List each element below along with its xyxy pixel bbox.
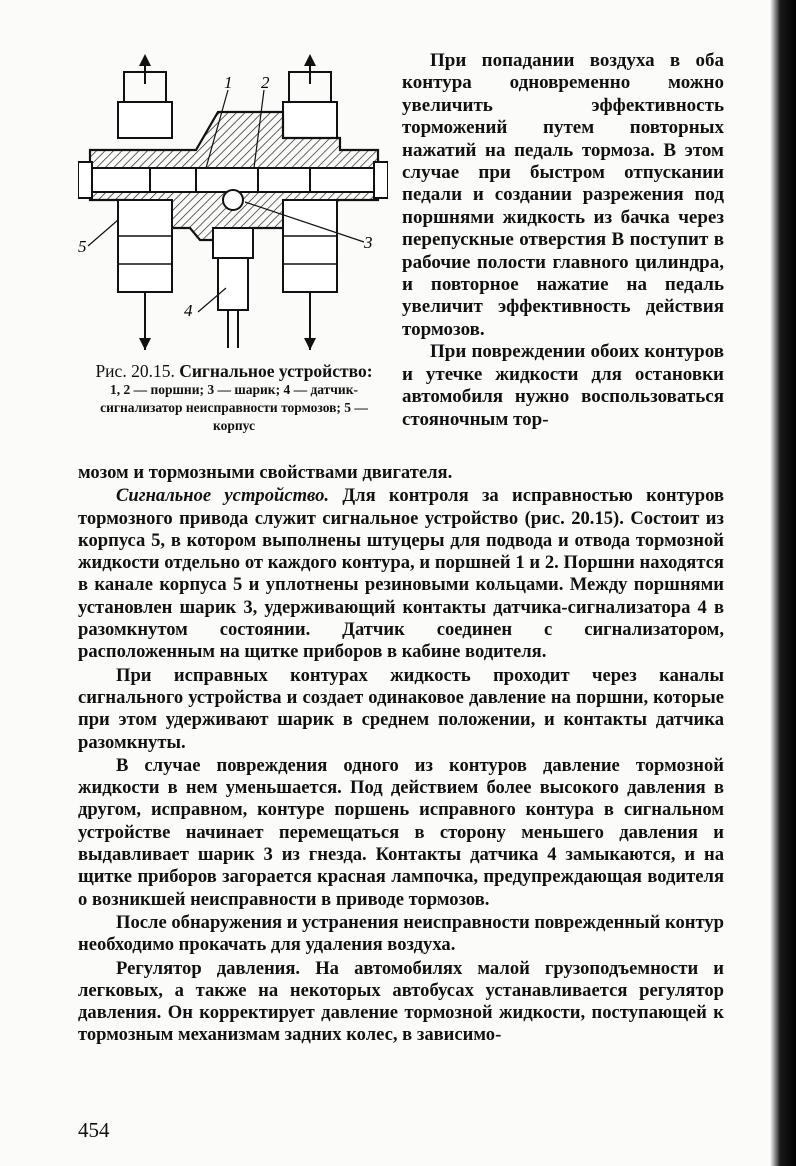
signal-device-drawing — [78, 50, 388, 368]
paragraph-pressure-regulator-text: На автомобилях малой грузоподъемности и легковых, а также на некоторых автобусах устанавливается регулятор давления. Он корректирует давление тормозной жидкости, поступающей к тормозным механизмам задних колес, в зависимо- — [78, 957, 724, 1046]
caption-legend: 1, 2 — поршни; 3 — шарик; 4 — датчик-сигнализатор неисправности тормозов; 5 — корпус — [100, 382, 368, 433]
figure-signal-device — [78, 50, 388, 368]
caption-title: Сигнальное устройство: — [179, 361, 373, 381]
run-in-heading-signal-device: Сигнальное устройство. — [116, 485, 330, 507]
callout-5: 5 — [78, 237, 87, 256]
figure-caption — [78, 362, 390, 435]
paragraph-continuation: мозом и тормозными свойствами двигателя. — [78, 462, 453, 483]
paragraph-pressure-regulator — [78, 958, 724, 1047]
paragraph-signal-device-text: Для контроля за исправностью контуров тормозного привода служит сигнальное устройство (рис. 20.15). Состоит из корпуса 5, в котором выполнены штуцеры для подвода и отвода тормозной жидкости отдельно от каждого контура, и поршней 1 и 2. Поршни находятся в канале корпуса 5 и уплотнены резиновыми кольцами. Между поршнями установлен шарик 3, удерживающий контакты датчика-сигнализатора 4 в разомкнутом состоянии. Датчик соединен с сигнализатором, расположенным на щитке приборов в кабине водителя. — [78, 485, 724, 663]
callout-1: 1 — [224, 73, 233, 92]
paragraph-air-both-circuits: При попадании воздуха в оба контура одновременно можно увеличить эффективность торможений путем повторных нажатий на педаль тормоза. В этом случае при быстром отпускании педали и создании разрежения под поршнями жидкость из бачка через перепускные отверстия В поступит в рабочие полости главного цилиндра, и повторное нажатие на педаль увеличит эффективность действия тормозов. — [402, 50, 724, 340]
callout-4: 4 — [184, 301, 193, 320]
paragraph-both-circuits-damage: При повреждении обоих контуров и утечке жидкости для остановки автомобиля нужно воспользоваться стояночным тор- — [402, 341, 724, 430]
paragraph-circuit-failure: В случае повреждения одного из контуров давление тормозной жидкости в нем уменьшается. Под действием более высокого давления в другом, исправном, контуре поршень исправного контура в сигнальном устройстве начинает перемещаться в сторону меньшего давления и выдавливает шарик 3 из гнезда. Контакты датчика 4 замыкаются, и на щитке приборов загорается красная лампочка, предупреждающая водителя о возникшей неисправности в приводе тормозов. — [78, 754, 724, 910]
run-in-heading-pressure-regulator: Регулятор давления. — [116, 957, 301, 979]
caption-number: Рис. 20.15. — [95, 361, 175, 381]
caption-title-line — [78, 362, 390, 381]
callout-2: 2 — [261, 73, 270, 92]
paragraph-bleeding: После обнаружения и устранения неисправности поврежденный контур необходимо прокачать для удаления воздуха. — [78, 911, 724, 956]
main-text — [78, 462, 724, 1047]
page-number: 454 — [78, 1118, 110, 1142]
right-column-text — [402, 50, 724, 431]
paragraph-normal-circuits: При исправных контурах жидкость проходит через каналы сигнального устройства и создает одинаковое давление на поршни, которые при этом удерживают шарик в среднем положении, и контакты датчика разомкнуты. — [78, 664, 724, 753]
paragraph-signal-device — [78, 485, 724, 663]
book-spine-shadow — [770, 0, 796, 1166]
callout-3: 3 — [364, 233, 373, 252]
